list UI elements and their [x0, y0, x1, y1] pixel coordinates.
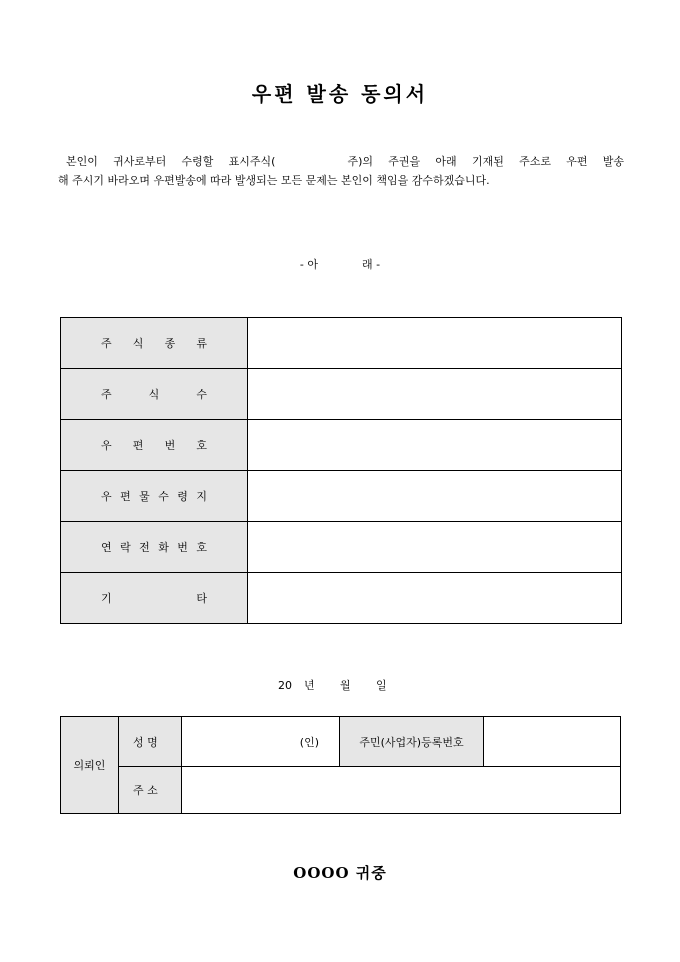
date-month-unit: 월: [340, 679, 351, 692]
seal-mark: (인): [299, 735, 319, 749]
address-field[interactable]: [182, 767, 621, 814]
info-table: [60, 317, 622, 624]
row-label: 우 편 물 수 령 지: [61, 471, 248, 522]
registration-number-label: 주민(사업자)등록번호: [340, 717, 484, 767]
consent-paragraph: [58, 152, 624, 190]
row-label: 우 편 번 호: [61, 420, 248, 471]
row-value-field[interactable]: [248, 318, 622, 369]
name-label: 성 명: [119, 717, 182, 767]
date-day-unit: 일: [376, 679, 387, 692]
row-value-field[interactable]: [248, 573, 622, 624]
row-label: 기 타: [61, 573, 248, 624]
row-label: 주 식 종 류: [61, 318, 248, 369]
date-year-unit: 년: [304, 679, 315, 692]
name-field[interactable]: [182, 717, 340, 767]
date-line: [278, 677, 387, 693]
row-value-field[interactable]: [248, 471, 622, 522]
row-value-field[interactable]: [248, 420, 622, 471]
info-table-row: [61, 369, 622, 420]
row-value-field[interactable]: [248, 522, 622, 573]
row-label: 연 락 전 화 번 호: [61, 522, 248, 573]
requester-header: 의뢰인: [61, 717, 119, 814]
info-table-row: [61, 471, 622, 522]
date-year: 20: [278, 679, 292, 692]
info-table-row: [61, 318, 622, 369]
info-table-row: [61, 522, 622, 573]
info-table-row: [61, 573, 622, 624]
document-title: 우편 발송 동의서: [251, 82, 429, 106]
row-value-field[interactable]: [248, 369, 622, 420]
requester-table: [60, 716, 621, 814]
address-label: 주 소: [119, 767, 182, 814]
row-label: 주 식 수: [61, 369, 248, 420]
paragraph-line-1: 본인이 귀사로부터 수령할 표시주식( 주)의 주권을 아래 기재된 주소로 우편 발송: [66, 155, 625, 168]
registration-number-field[interactable]: [484, 717, 621, 767]
recipient-footer: OOOO 귀중: [293, 864, 387, 882]
paragraph-line-2: 해 주시기 바라오며 우편발송에 따라 발생되는 모든 문제는 본인이 책임을 감수하겠습니다.: [58, 174, 490, 187]
info-table-row: [61, 420, 622, 471]
notice-heading: - 아 래 -: [299, 258, 381, 271]
